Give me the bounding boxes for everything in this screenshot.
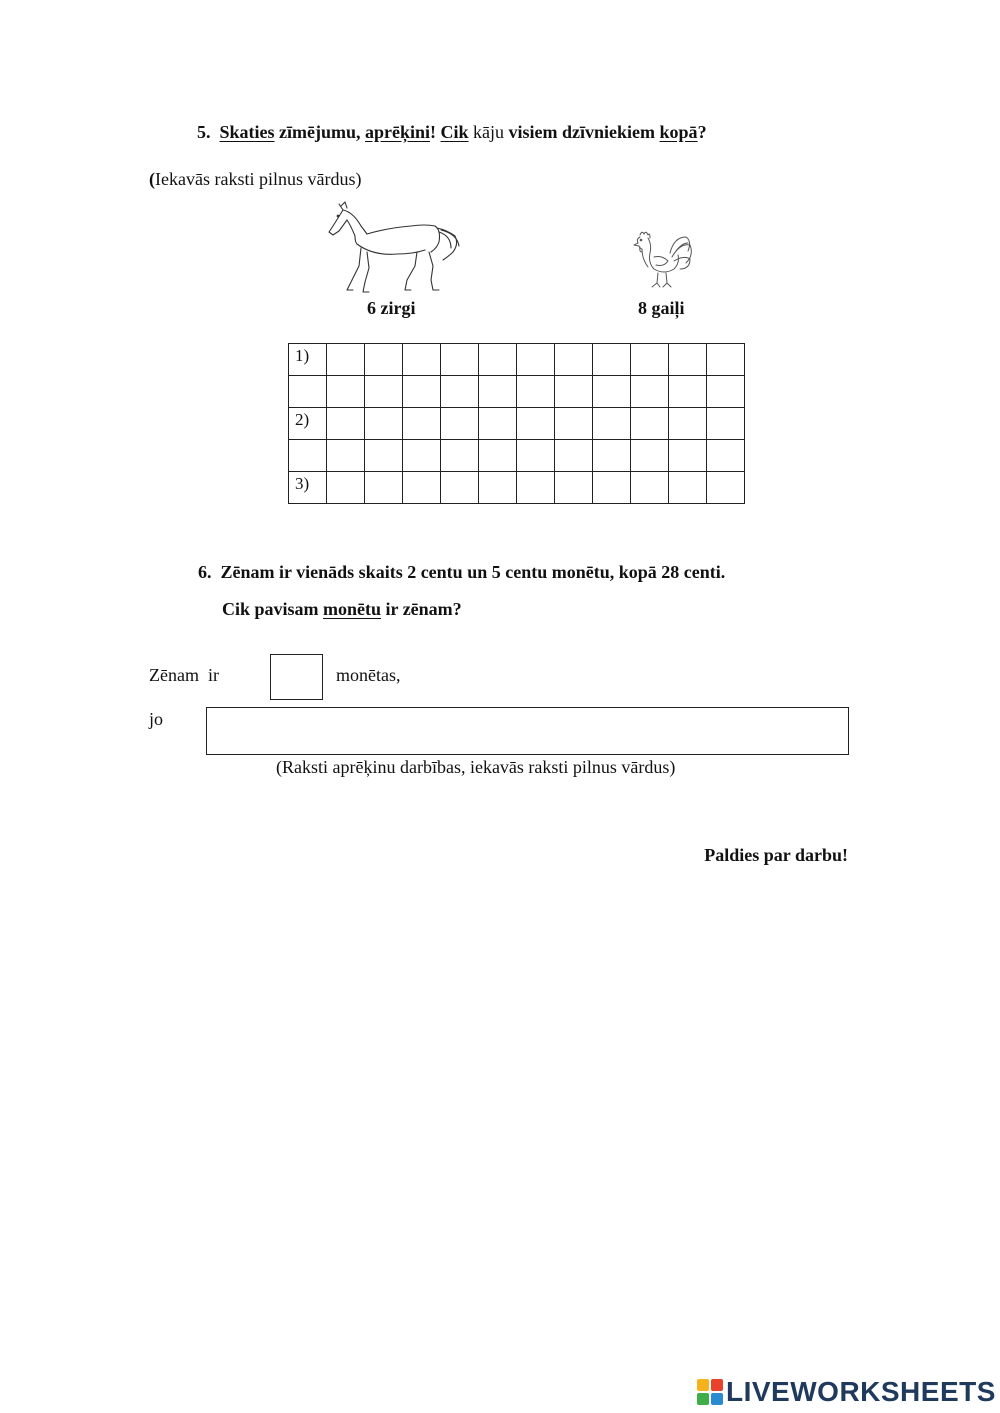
answer-grid[interactable]: [288, 343, 745, 504]
grid-cell[interactable]: [365, 440, 403, 472]
grid-cell[interactable]: [517, 344, 555, 376]
task6-line2: [222, 599, 462, 620]
task5-note-paren: (: [149, 169, 155, 189]
grid-cell[interactable]: [631, 376, 669, 408]
grid-cell[interactable]: [593, 408, 631, 440]
task6-line1: [198, 562, 725, 583]
grid-cell[interactable]: [479, 472, 517, 504]
grid-cell[interactable]: [593, 376, 631, 408]
grid-cell[interactable]: [707, 472, 745, 504]
task5-heading: [197, 122, 707, 143]
grid-cell[interactable]: [441, 408, 479, 440]
logo-mark-icon: [697, 1379, 723, 1405]
grid-cell[interactable]: [327, 408, 365, 440]
grid-row: [289, 472, 745, 504]
explanation-input[interactable]: [206, 707, 849, 755]
grid-cell[interactable]: [555, 440, 593, 472]
horse-illustration: [325, 200, 465, 296]
grid-cell[interactable]: [403, 376, 441, 408]
grid-cell[interactable]: [669, 344, 707, 376]
task5-note-text: Iekavās raksti pilnus vārdus): [155, 169, 362, 189]
grid-row-label: 3): [289, 472, 327, 504]
task6-hint: (Raksti aprēķinu darbības, iekavās raksti pilnus vārdus): [276, 757, 676, 777]
grid-cell[interactable]: [631, 472, 669, 504]
task6-question-a: Cik pavisam: [222, 599, 319, 619]
logo-square-green: [697, 1393, 709, 1405]
grid-cell[interactable]: [555, 344, 593, 376]
grid-cell[interactable]: [327, 440, 365, 472]
closing-text: Paldies par darbu!: [704, 845, 848, 865]
task5-word-kaju: kāju: [473, 122, 505, 142]
task5-word-skaties: Skaties: [219, 122, 275, 142]
grid-cell[interactable]: [555, 376, 593, 408]
grid-cell[interactable]: [441, 472, 479, 504]
task5-question-mark: ?: [697, 122, 707, 142]
grid-row-label: 1): [289, 344, 327, 376]
task5-word-visiem: visiem dzīvniekiem: [508, 122, 656, 142]
grid-cell[interactable]: [707, 344, 745, 376]
grid-row-label: [289, 440, 327, 472]
label-monetas: monētas,: [336, 665, 401, 685]
task5-exclaim: !: [430, 122, 437, 142]
task6-statement: Zēnam ir vienāds skaits 2 centu un 5 centu monētu, kopā 28 centi.: [220, 562, 726, 582]
grid-cell[interactable]: [441, 376, 479, 408]
grid-cell[interactable]: [479, 408, 517, 440]
grid-cell[interactable]: [593, 472, 631, 504]
grid-cell[interactable]: [441, 344, 479, 376]
grid-cell[interactable]: [517, 472, 555, 504]
grid-cell[interactable]: [555, 408, 593, 440]
grid-cell[interactable]: [669, 408, 707, 440]
logo-text: LIVEWORKSHEETS: [726, 1376, 996, 1407]
grid-row: [289, 408, 745, 440]
grid-cell[interactable]: [365, 408, 403, 440]
grid-cell[interactable]: [441, 440, 479, 472]
rooster-caption: 8 gaiļi: [638, 298, 685, 318]
logo-square-yellow: [697, 1379, 709, 1391]
grid-row: [289, 344, 745, 376]
grid-cell[interactable]: [327, 472, 365, 504]
grid-cell[interactable]: [669, 472, 707, 504]
grid-cell[interactable]: [403, 472, 441, 504]
grid-row-label: [289, 376, 327, 408]
grid-cell[interactable]: [365, 472, 403, 504]
rooster-illustration: [630, 229, 694, 291]
grid-cell[interactable]: [517, 408, 555, 440]
grid-cell[interactable]: [669, 376, 707, 408]
task6-question-monetu: monētu: [323, 599, 382, 619]
grid-cell[interactable]: [555, 472, 593, 504]
grid-cell[interactable]: [365, 376, 403, 408]
task5-note: [149, 169, 361, 190]
grid-cell[interactable]: [479, 376, 517, 408]
task5-number: 5.: [197, 122, 211, 142]
task6-question-c: ir zēnam?: [385, 599, 462, 619]
grid-row: [289, 440, 745, 472]
grid-row: [289, 376, 745, 408]
grid-cell[interactable]: [327, 344, 365, 376]
grid-cell[interactable]: [631, 408, 669, 440]
task5-word-kopa: kopā: [659, 122, 698, 142]
grid-cell[interactable]: [403, 408, 441, 440]
label-zenam: Zēnam ir: [149, 665, 219, 685]
grid-cell[interactable]: [707, 440, 745, 472]
task5-word-aprekini: aprēķini: [365, 122, 431, 142]
label-jo: jo: [149, 709, 164, 729]
logo-square-red: [711, 1379, 723, 1391]
task5-word-zimejumu: zīmējumu,: [279, 122, 361, 142]
logo-square-blue: [711, 1393, 723, 1405]
grid-cell[interactable]: [707, 376, 745, 408]
grid-cell[interactable]: [669, 440, 707, 472]
grid-cell[interactable]: [403, 344, 441, 376]
grid-cell[interactable]: [365, 344, 403, 376]
grid-cell[interactable]: [593, 440, 631, 472]
grid-cell[interactable]: [517, 376, 555, 408]
grid-cell[interactable]: [479, 344, 517, 376]
horse-caption: 6 zirgi: [367, 298, 416, 318]
coin-count-input[interactable]: [270, 654, 323, 700]
liveworksheets-logo: [697, 1376, 996, 1408]
grid-cell[interactable]: [479, 440, 517, 472]
grid-cell[interactable]: [327, 376, 365, 408]
grid-cell[interactable]: [403, 440, 441, 472]
task6-number: 6.: [198, 562, 212, 582]
grid-cell[interactable]: [517, 440, 555, 472]
grid-cell[interactable]: [631, 440, 669, 472]
grid-cell[interactable]: [631, 344, 669, 376]
task5-word-cik: Cik: [440, 122, 469, 142]
grid-cell[interactable]: [707, 408, 745, 440]
grid-row-label: 2): [289, 408, 327, 440]
grid-cell[interactable]: [593, 344, 631, 376]
